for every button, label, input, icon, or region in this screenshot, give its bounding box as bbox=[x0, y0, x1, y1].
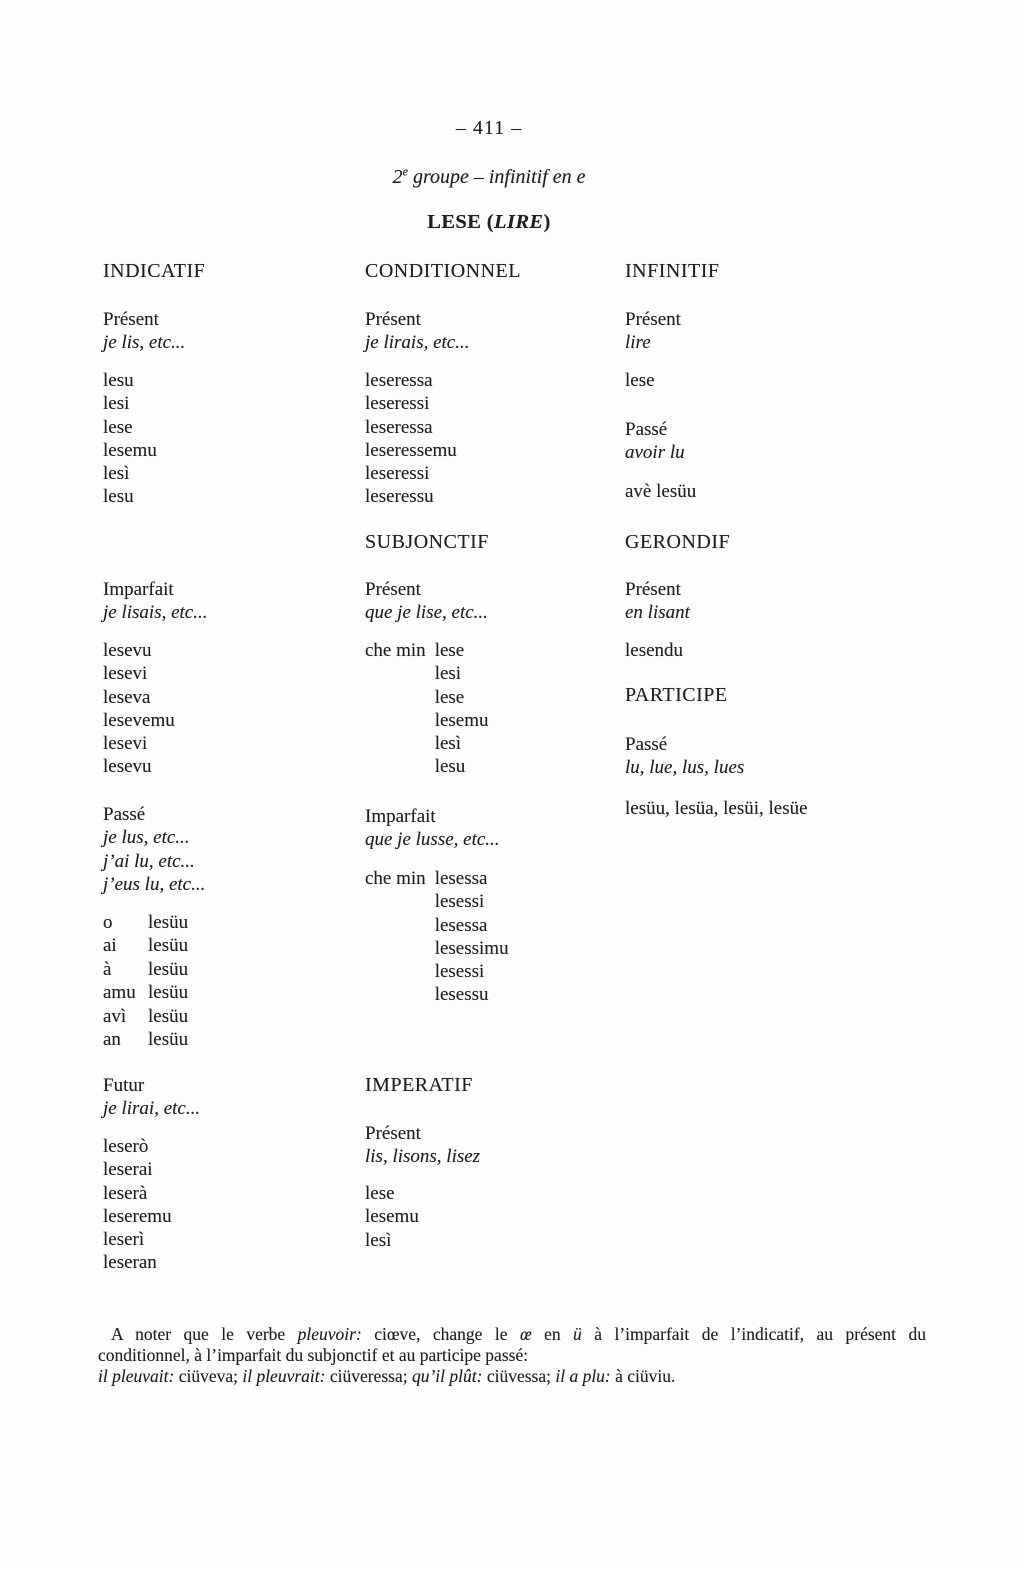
verb-form: lesessimu bbox=[434, 937, 509, 959]
aux-pronoun: ai bbox=[103, 935, 117, 957]
tense-gloss: je lisais, etc... bbox=[103, 602, 208, 624]
verb-form-list bbox=[435, 867, 509, 1007]
tense-gloss: que je lise, etc... bbox=[365, 602, 488, 624]
group-subtitle bbox=[0, 166, 978, 189]
footnote-text-italic: pleuvoir: bbox=[297, 1324, 362, 1344]
verb-form: lesemu bbox=[434, 709, 489, 731]
tense-block-participe-passe bbox=[625, 733, 744, 780]
section-header-indicatif: INDICATIF bbox=[103, 260, 206, 282]
verb-form: lesessa bbox=[434, 914, 488, 936]
verb-form-participe-passe: lesüu, lesüa, lesüi, lesüe bbox=[625, 798, 808, 819]
title-paren-open: ( bbox=[481, 211, 495, 233]
verb-form: leseva bbox=[103, 686, 151, 708]
page-title bbox=[0, 211, 978, 234]
footnote-text: ciüvessa; bbox=[482, 1365, 556, 1386]
verb-form: lesi bbox=[103, 393, 130, 415]
verb-form-gerondif-present: lesendu bbox=[625, 640, 684, 661]
footnote-text: ciüveva; bbox=[174, 1365, 243, 1386]
tense-block-indicatif-futur bbox=[103, 1074, 200, 1121]
page-number: – 411 – bbox=[455, 117, 523, 139]
tense-label: Présent bbox=[365, 579, 421, 600]
verb-forms-indicatif-passe bbox=[103, 911, 188, 1051]
footnote-text-italic: ü bbox=[573, 1324, 582, 1344]
tense-block-subjonctif-present bbox=[365, 578, 488, 625]
tense-gloss: lu, lue, lus, lues bbox=[625, 757, 745, 779]
section-header-infinitif: INFINITIF bbox=[625, 260, 720, 282]
section-header-subjonctif: SUBJONCTIF bbox=[365, 531, 489, 553]
verb-form-row bbox=[103, 958, 188, 981]
verb-form: lesüu bbox=[148, 982, 189, 1004]
aux-pronoun: o bbox=[103, 912, 113, 933]
tense-block-indicatif-imparfait bbox=[103, 578, 207, 625]
tense-label: Présent bbox=[103, 309, 159, 330]
tense-block-indicatif-passe bbox=[103, 803, 205, 896]
verb-form-row bbox=[103, 981, 188, 1004]
tense-gloss: je lus, etc... bbox=[103, 827, 190, 849]
verb-form: lesevi bbox=[103, 733, 148, 755]
verb-forms-indicatif-imparfait bbox=[103, 639, 175, 779]
verb-form: lesemu bbox=[103, 439, 157, 461]
verb-form-list bbox=[435, 639, 489, 779]
tense-gloss: lire bbox=[625, 332, 651, 354]
verb-form: lesessa bbox=[434, 868, 488, 889]
verb-form: lesessi bbox=[434, 961, 485, 983]
verb-form: leseressi bbox=[365, 463, 430, 485]
verb-form: leseressi bbox=[365, 393, 430, 415]
verb-form: leseressa bbox=[365, 416, 433, 438]
verb-form: lesi bbox=[434, 663, 462, 685]
tense-label: Futur bbox=[103, 1075, 145, 1096]
tense-gloss: en lisant bbox=[625, 602, 690, 624]
tense-gloss: lis, lisons, lisez bbox=[365, 1146, 481, 1168]
verb-form: lesevu bbox=[103, 756, 152, 778]
verb-form: leseressemu bbox=[365, 439, 457, 461]
tense-label: Présent bbox=[365, 309, 421, 330]
footnote-text: à l’imparfait de l’indicatif, au présent du bbox=[581, 1324, 926, 1344]
tense-label: Présent bbox=[625, 579, 681, 600]
footnote-line-3 bbox=[98, 1366, 926, 1387]
tense-block-conditionnel-present bbox=[365, 308, 469, 355]
verb-form: leserò bbox=[103, 1136, 149, 1157]
tense-label: Présent bbox=[625, 309, 681, 330]
group-number: 2 bbox=[392, 166, 403, 188]
verb-forms-indicatif-futur bbox=[103, 1135, 172, 1275]
tense-label: Passé bbox=[625, 419, 668, 440]
verb-form: lesu bbox=[103, 486, 134, 508]
tense-block-imperatif-present bbox=[365, 1122, 480, 1169]
verb-form: leseremu bbox=[103, 1205, 172, 1227]
aux-pronoun: à bbox=[103, 958, 112, 980]
verb-form: lesüu bbox=[148, 935, 189, 957]
verb-form: leserai bbox=[103, 1159, 153, 1181]
title-paren-close: ) bbox=[543, 211, 551, 233]
verb-form-infinitif-present: lese bbox=[625, 370, 655, 391]
tense-label: Passé bbox=[625, 734, 668, 755]
footnote-line-1 bbox=[98, 1324, 926, 1345]
section-header-participe: PARTICIPE bbox=[625, 684, 728, 706]
verb-form: lesevi bbox=[103, 663, 148, 685]
footnote-text: à ciüviu. bbox=[610, 1365, 676, 1386]
verb-form: lese bbox=[365, 1183, 395, 1204]
verb-form: lesì bbox=[365, 1229, 392, 1251]
tense-label: Passé bbox=[103, 804, 146, 825]
tense-label: Imparfait bbox=[103, 579, 174, 600]
footnote-text-italic: il a plu: bbox=[555, 1365, 611, 1386]
verb-forms-subjonctif-imparfait bbox=[365, 867, 509, 1007]
verb-form: lesevemu bbox=[103, 709, 175, 731]
footnote-text: ciœve, change le bbox=[361, 1324, 520, 1344]
tense-gloss-list bbox=[103, 826, 205, 896]
tense-block-subjonctif-imparfait bbox=[365, 805, 500, 852]
tense-gloss: j’eus lu, etc... bbox=[103, 873, 206, 895]
verb-form: lese bbox=[434, 686, 465, 708]
verb-form: leseressa bbox=[365, 370, 433, 391]
group-text: groupe – infinitif en e bbox=[407, 166, 586, 188]
aux-pronoun: an bbox=[103, 1029, 121, 1051]
verb-form: leserà bbox=[103, 1182, 148, 1204]
verb-form: lesüu bbox=[148, 1005, 189, 1027]
verb-form: lesemu bbox=[365, 1206, 419, 1228]
verb-forms-indicatif-present bbox=[103, 369, 157, 509]
footnote-text: ciüveressa; bbox=[325, 1365, 412, 1386]
verb-form: lesì bbox=[434, 733, 462, 755]
verb-form: lese bbox=[434, 640, 465, 661]
aux-pronoun: amu bbox=[103, 982, 136, 1004]
verb-form: lesì bbox=[103, 463, 130, 485]
verb-form: lesevu bbox=[103, 640, 152, 661]
verb-form: lesüu bbox=[148, 912, 189, 933]
footnote bbox=[98, 1324, 926, 1386]
section-header-conditionnel: CONDITIONNEL bbox=[365, 260, 521, 282]
verb-form: lesu bbox=[434, 756, 466, 778]
tense-block-indicatif-present bbox=[103, 308, 185, 355]
section-header-gerondif: GERONDIF bbox=[625, 531, 731, 553]
verb-form-row bbox=[103, 911, 188, 934]
verb-form: lese bbox=[103, 416, 133, 438]
tense-label: Imparfait bbox=[365, 806, 436, 827]
subject-pronoun: che min bbox=[365, 640, 426, 661]
footnote-text: en bbox=[531, 1324, 574, 1344]
verb-forms-conditionnel-present bbox=[365, 369, 457, 509]
verb-forms-subjonctif-present bbox=[365, 639, 489, 779]
tense-block-infinitif-passe bbox=[625, 418, 685, 465]
verb-forms-imperatif-present bbox=[365, 1182, 419, 1252]
tense-gloss: j’ai lu, etc... bbox=[103, 850, 195, 872]
tense-gloss: avoir lu bbox=[625, 442, 685, 464]
tense-label: Présent bbox=[365, 1123, 421, 1144]
verb-form-row bbox=[103, 1005, 188, 1028]
verb-form: leseressu bbox=[365, 486, 434, 508]
footnote-text-italic: il pleuvrait: bbox=[242, 1365, 326, 1386]
tense-gloss: je lirais, etc... bbox=[365, 332, 470, 354]
verb-form-row bbox=[103, 934, 188, 957]
tense-block-gerondif-present bbox=[625, 578, 690, 625]
aux-pronoun: avì bbox=[103, 1005, 127, 1027]
title-verb: LESE bbox=[427, 211, 482, 233]
verb-form: lesessi bbox=[434, 891, 485, 913]
verb-form: leserì bbox=[103, 1229, 145, 1251]
verb-form-row bbox=[103, 1028, 188, 1051]
tense-gloss: que je lusse, etc... bbox=[365, 829, 500, 851]
group-ordinal-sup: e bbox=[402, 164, 408, 179]
subject-pronoun: che min bbox=[365, 868, 426, 889]
footnote-text-italic: il pleuvait: bbox=[98, 1365, 175, 1386]
footnote-text: A noter que le verbe bbox=[111, 1324, 298, 1344]
verb-form: lesüu bbox=[148, 958, 189, 980]
tense-gloss: je lis, etc... bbox=[103, 332, 186, 354]
verb-form: leseran bbox=[103, 1252, 157, 1274]
verb-form: lesessu bbox=[434, 984, 489, 1006]
verb-form: lesu bbox=[103, 370, 134, 391]
verb-form: lesüu bbox=[148, 1029, 189, 1051]
section-header-imperatif: IMPERATIF bbox=[365, 1074, 473, 1096]
footnote-text-italic: qu’il plût: bbox=[411, 1365, 483, 1386]
tense-gloss: je lirai, etc... bbox=[103, 1098, 201, 1120]
footnote-text-italic: œ bbox=[519, 1324, 532, 1344]
footnote-line-2: conditionnel, à l’imparfait du subjonctif et au participe passé: bbox=[98, 1344, 529, 1365]
verb-form-infinitif-passe: avè lesüu bbox=[625, 481, 697, 502]
title-translation: LIRE bbox=[494, 211, 544, 233]
tense-block-infinitif-present bbox=[625, 308, 681, 355]
